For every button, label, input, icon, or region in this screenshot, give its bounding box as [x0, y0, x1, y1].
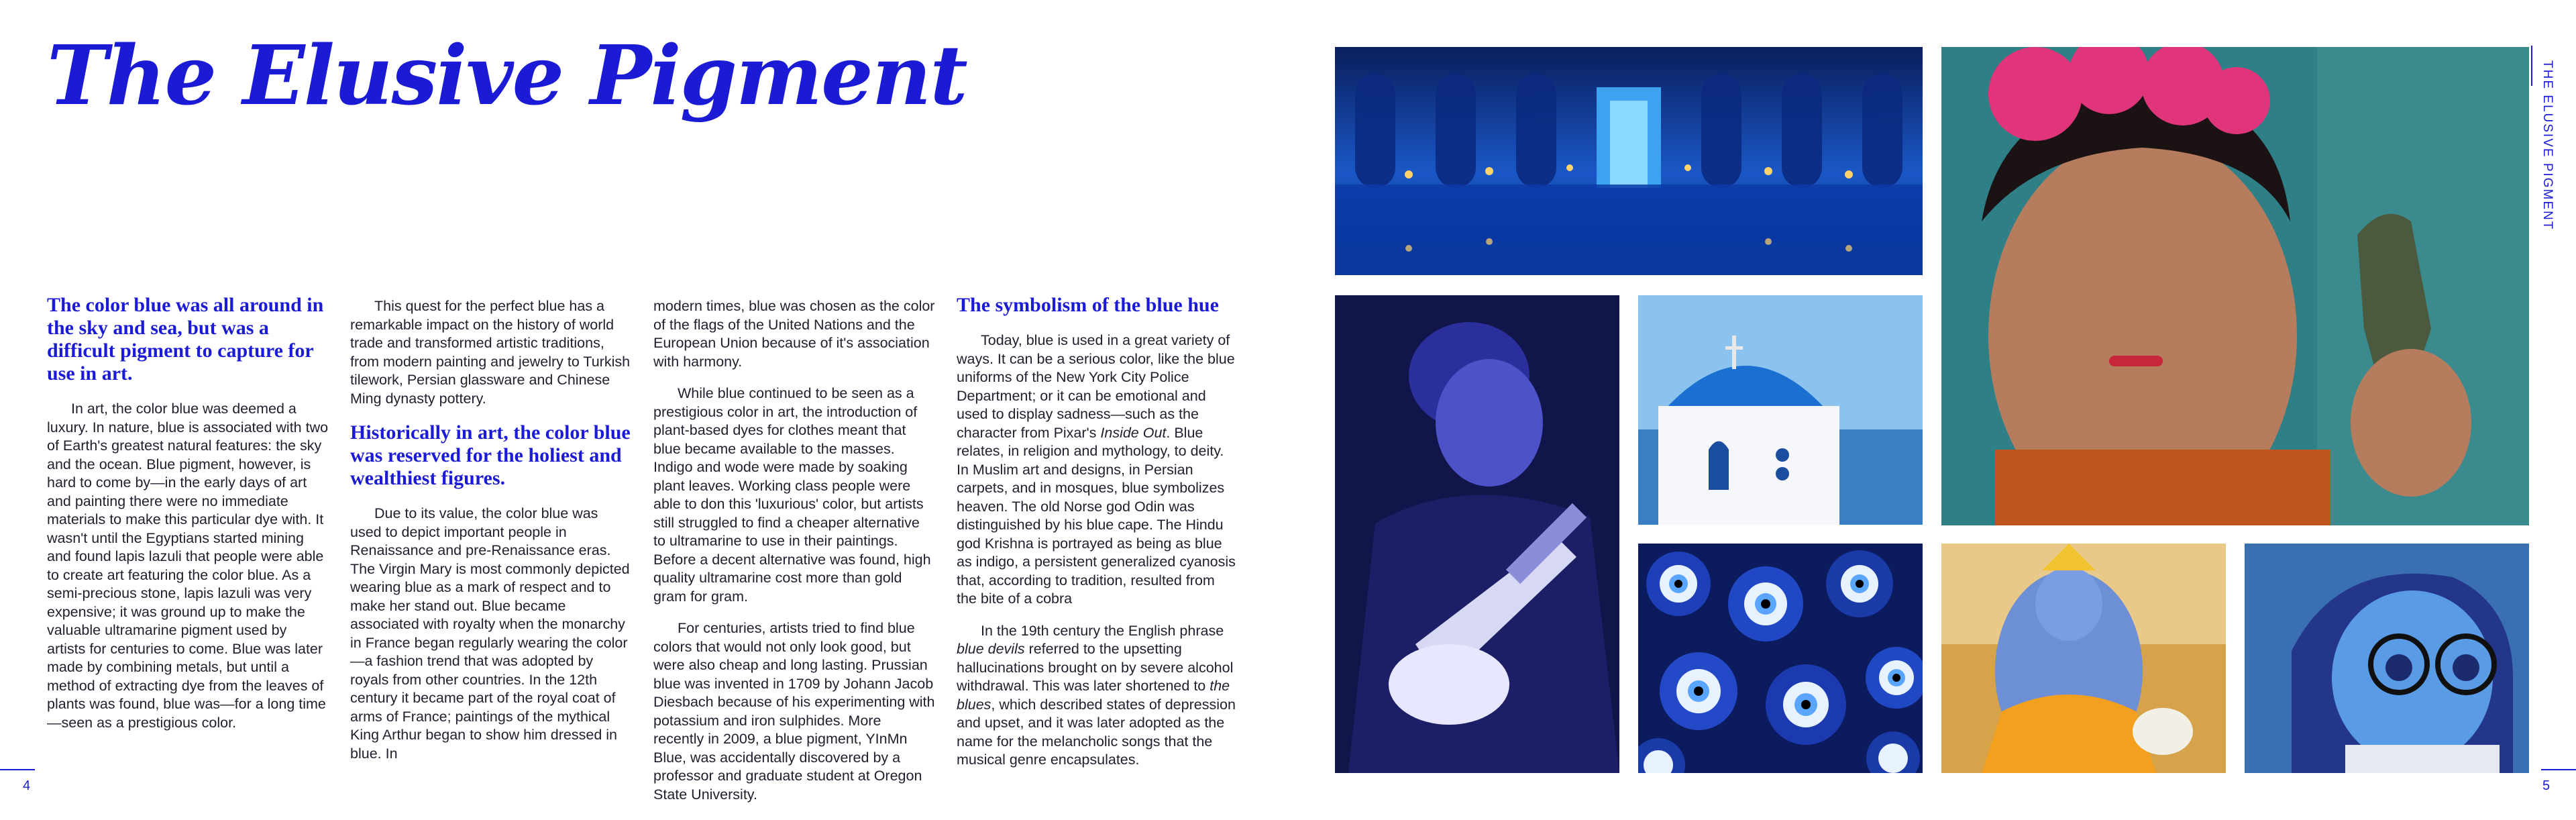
paragraph [957, 331, 1238, 609]
running-header-rule [2531, 46, 2532, 86]
phrase-emphasis: blue devils [957, 641, 1025, 657]
page-number-right: 5 [2542, 778, 2551, 793]
text-column-1 [47, 294, 329, 746]
photo-blue-dome-church [1638, 295, 1923, 525]
paragraph: This quest for the perfect blue has a remarkable impact on the history of world trade and transformed artistic traditions, from modern painting and jewelry to Turkish tilework, Persian glassware and Chinese Ming dynasty pottery. [350, 298, 631, 407]
pull-heading-2: Historically in art, the color blue was reserved for the holiest and wealthiest figures. [350, 421, 631, 489]
text-run: . Blue relates, in religion and mythology, to deity. In Muslim art and designs, in Persian carpets, and in mosques, blue symbolizes heaven. The old Norse god Odin was distinguished by his blue cape. The Hindu god Krishna is portrayed as being as blue as indigo, a persistent generalized cyanosis that, according to tradition, resulted from the bite of a cobra [957, 424, 1236, 607]
text-run: In the 19th century the English phrase [981, 622, 1224, 639]
photo-woman-portrait [1941, 47, 2529, 525]
text-run: Today, blue is used in a great variety of ways. It can be a serious color, like the blue uniforms of the New York City Police Department; or it can be emotional and used to display sadness—such as the character from Pixar's [957, 332, 1235, 441]
text-run: , which described states of depression and upset, and it was later adopted as the name for the melancholic songs that the musical genre encapsulates. [957, 696, 1236, 768]
photo-evil-eye-beads [1638, 544, 1923, 773]
section-heading-symbolism: The symbolism of the blue hue [957, 294, 1219, 316]
phrase-emphasis: the blues [957, 678, 1230, 713]
running-header: THE ELUSIVE PIGMENT [2540, 60, 2555, 231]
paragraph: While blue continued to be seen as a prestigious color in art, the introduction of plant-based dyes for clothes meant that blue became available to the masses. Indigo and wode were made by soaking plant leaves. Working class people were able to don this 'luxurious' color, but artists still struggled to find a cheaper alternative to ultramarine to use in their paintings. Before a decent alternative was found, high quality ultramarine cost more than gold gram for gram. [653, 385, 931, 605]
paragraph: modern times, blue was chosen as the color of the flags of the United Nations and the European Union because of it's association with harmony. [653, 298, 935, 370]
photo-indoor-pool [1335, 47, 1923, 275]
paragraph: In art, the color blue was deemed a luxury. In nature, blue is associated with two of Earth's greatest natural features: the sky and the ocean. Blue pigment, however, is hard to come by—in the early days of art and painting there were no immediate materials to make this particular dye with. It wasn't until the Egyptians started mining and found lapis lazuli that people were able to create art featuring the color blue. As a semi-precious stone, lapis lazuli was very expensive; it was ground up to make the valuable ultramarine pigment used by artists for centuries to come. Blue was later made by combining metals, but until a method of extracting dye from the leaves of plants was found, blue was—for a long time—seen as a prestigious color. [47, 401, 329, 731]
photo-krishna-painting [1941, 544, 2226, 773]
paragraph [957, 622, 1238, 770]
text-column-4 [957, 294, 1238, 783]
paragraph: Due to its value, the color blue was used to depict important people in Renaissance and pre-Renaissance eras. The Virgin Mary is most commonly depicted wearing blue as a mark of respect and to make her stand out. Blue became associated with royalty when the monarchy in France began regularly wearing the color—a fashion trend that was adopted by royals from other countries. In the 12th century it became part of the royal coat of arms of France; paintings of the mythical King Arthur began to show him dressed in blue. In [350, 505, 630, 762]
photo-sadness-character [2245, 544, 2529, 773]
photo-guitarist [1335, 295, 1619, 773]
page-rule-right [2541, 769, 2576, 770]
page-title: The Elusive Pigment [47, 27, 967, 123]
page-rule-left [0, 769, 35, 770]
page-number-left: 4 [23, 778, 31, 793]
text-run: referred to the upsetting hallucinations brought on by severe alcohol withdrawal. This was later shortened to [957, 641, 1234, 694]
film-title: Inside Out [1100, 424, 1167, 441]
paragraph: For centuries, artists tried to find blue colors that would not only look good, but were also cheap and long lasting. Prussian blue was invented in 1709 by Johann Jacob Diesbach because of his experimenting with potassium and iron sulphides. More recently in 2009, a blue pigment, YInMn Blue, was accidentally discovered by a professor and graduate student at Oregon State University. [653, 620, 935, 803]
pull-heading-1: The color blue was all around in the sky and sea, but was a difficult pigment to capture for use in art. [47, 294, 324, 385]
text-column-3 [653, 297, 935, 817]
text-column-2 [350, 297, 632, 776]
